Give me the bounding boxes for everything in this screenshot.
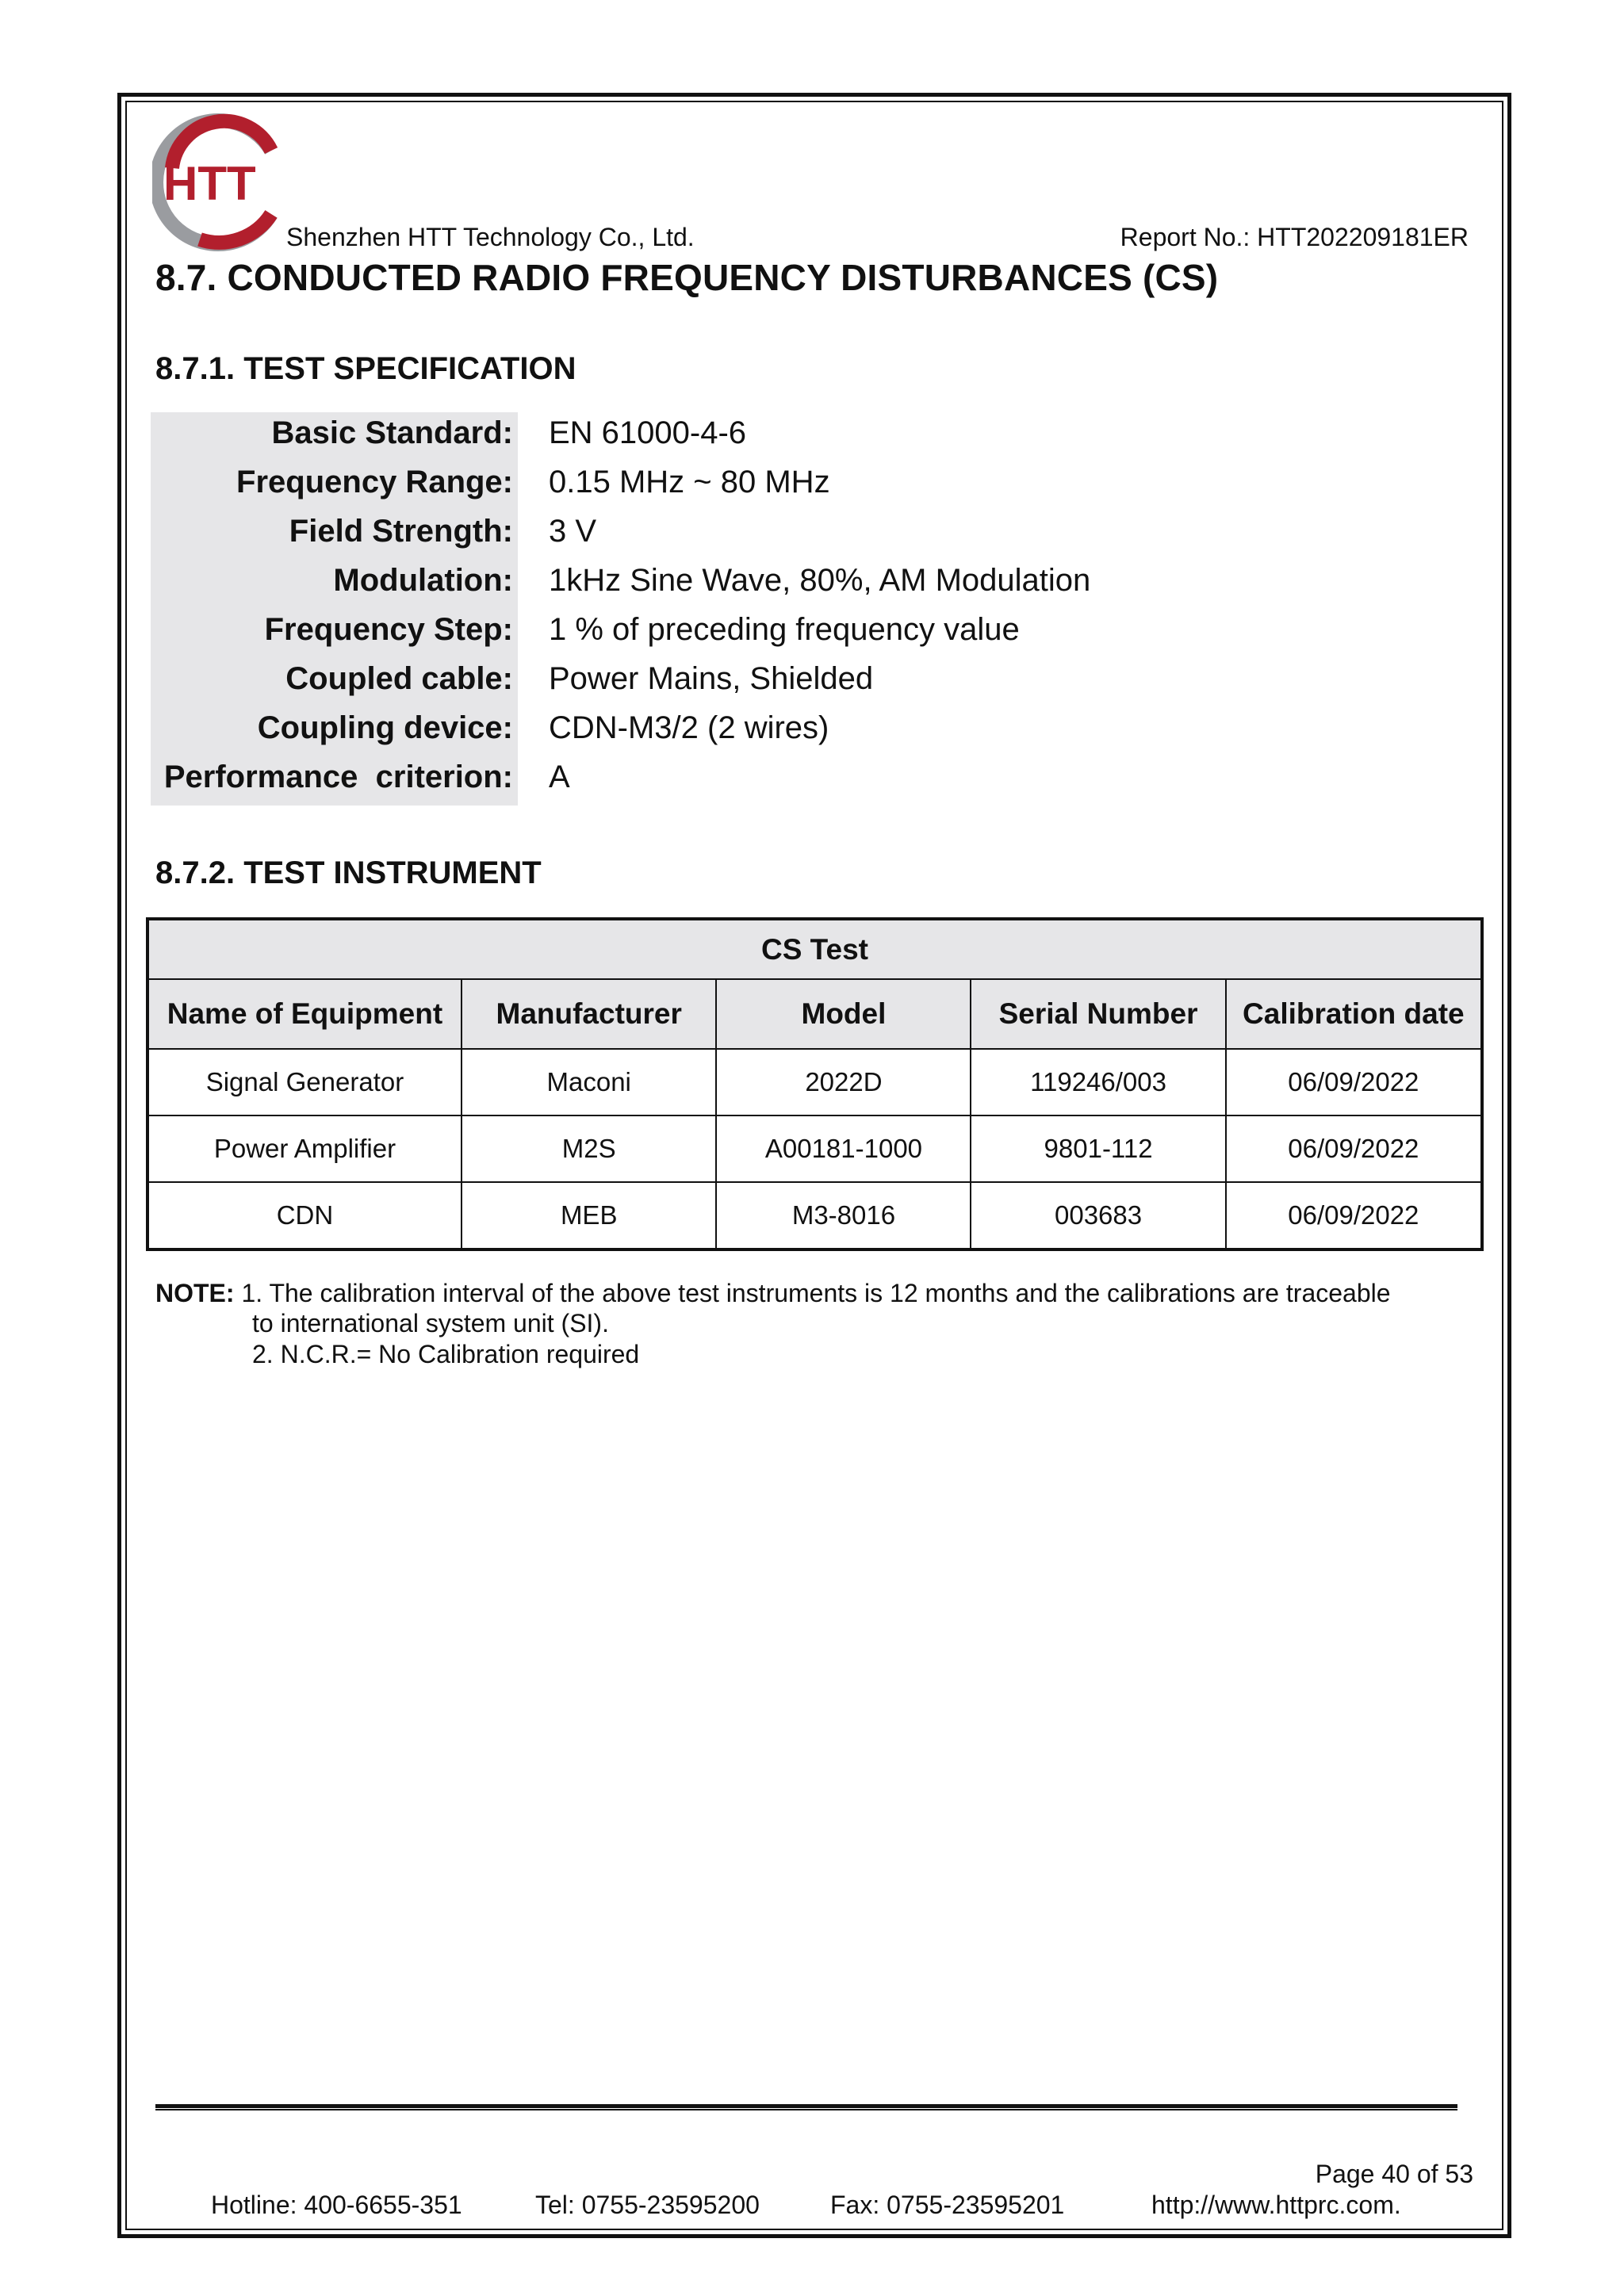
spec-value: 0.15 MHz ~ 80 MHz: [549, 465, 830, 499]
table-cell: Maconi: [462, 1049, 717, 1115]
spec-row: [151, 415, 1340, 465]
spec-row: [151, 661, 1340, 710]
spec-row: [151, 710, 1340, 760]
footer-tel: Tel: 0755-23595200: [535, 2191, 760, 2219]
column-header: Name of Equipment: [147, 979, 462, 1049]
spec-row: [151, 760, 1340, 809]
table-cell: 06/09/2022: [1226, 1182, 1482, 1249]
footer-url[interactable]: http://www.httprc.com.: [1151, 2191, 1401, 2219]
spec-label: Coupling device:: [257, 710, 513, 745]
table-cell: Power Amplifier: [147, 1115, 462, 1182]
table-cell: 119246/003: [971, 1049, 1225, 1115]
note-line-3: 2. N.C.R.= No Calibration required: [252, 1340, 640, 1368]
note-line-2: to international system unit (SI).: [252, 1309, 609, 1337]
spec-label: Frequency Range:: [236, 465, 513, 499]
table-cell: 003683: [971, 1182, 1225, 1249]
table-cell: CDN: [147, 1182, 462, 1249]
table-cell: M2S: [462, 1115, 717, 1182]
spec-label: Modulation:: [333, 563, 513, 598]
note-label: NOTE:: [155, 1279, 235, 1307]
footer-hotline: Hotline: 400-6655-351: [211, 2191, 462, 2219]
spec-value: CDN-M3/2 (2 wires): [549, 710, 829, 745]
spec-value: 3 V: [549, 514, 597, 549]
table-cell: MEB: [462, 1182, 717, 1249]
spec-value: Power Mains, Shielded: [549, 661, 874, 696]
table-cell: 06/09/2022: [1226, 1049, 1482, 1115]
company-name: Shenzhen HTT Technology Co., Ltd.: [286, 223, 695, 251]
spec-label: Basic Standard:: [271, 415, 513, 450]
spec-row: [151, 514, 1340, 563]
instrument-heading: 8.7.2. TEST INSTRUMENT: [155, 855, 542, 890]
spec-value: EN 61000-4-6: [549, 415, 747, 450]
spec-value: A: [549, 760, 570, 794]
table-row: [147, 1182, 1482, 1249]
spec-row: [151, 465, 1340, 514]
column-header: Serial Number: [971, 979, 1225, 1049]
column-header: Calibration date: [1226, 979, 1482, 1049]
column-header: Manufacturer: [462, 979, 717, 1049]
table-row: [147, 1115, 1482, 1182]
spec-label: Frequency Step:: [264, 612, 513, 647]
table-title: CS Test: [147, 919, 1482, 979]
table-cell: 2022D: [716, 1049, 971, 1115]
report-number: Report No.: HTT202209181ER: [1120, 223, 1469, 251]
spec-row: [151, 612, 1340, 661]
spec-value: 1 % of preceding frequency value: [549, 612, 1020, 647]
spec-row: [151, 563, 1340, 612]
instrument-table: [146, 917, 1484, 1251]
table-cell: A00181-1000: [716, 1115, 971, 1182]
footer-fax: Fax: 0755-23595201: [830, 2191, 1065, 2219]
spec-label: Field Strength:: [289, 514, 513, 549]
page-number: Page 40 of 53: [1315, 2160, 1473, 2188]
note-text: 1. The calibration interval of the above test instruments is 12 months and the calibrations are traceable: [234, 1279, 1391, 1307]
table-cell: 9801-112: [971, 1115, 1225, 1182]
table-row: [147, 1049, 1482, 1115]
note-line-1: [155, 1278, 1391, 1309]
footer-divider: [155, 2104, 1457, 2110]
logo-text: HTT: [163, 157, 256, 210]
table-cell: M3-8016: [716, 1182, 971, 1249]
spec-label: Coupled cable:: [285, 661, 513, 696]
section-title: 8.7. CONDUCTED RADIO FREQUENCY DISTURBANCES (CS): [155, 257, 1219, 298]
htt-logo: [152, 113, 292, 252]
table-cell: Signal Generator: [147, 1049, 462, 1115]
column-header: Model: [716, 979, 971, 1049]
table-cell: 06/09/2022: [1226, 1115, 1482, 1182]
spec-label: Performance criterion:: [163, 760, 513, 794]
spec-value: 1kHz Sine Wave, 80%, AM Modulation: [549, 563, 1091, 598]
spec-heading: 8.7.1. TEST SPECIFICATION: [155, 351, 576, 386]
